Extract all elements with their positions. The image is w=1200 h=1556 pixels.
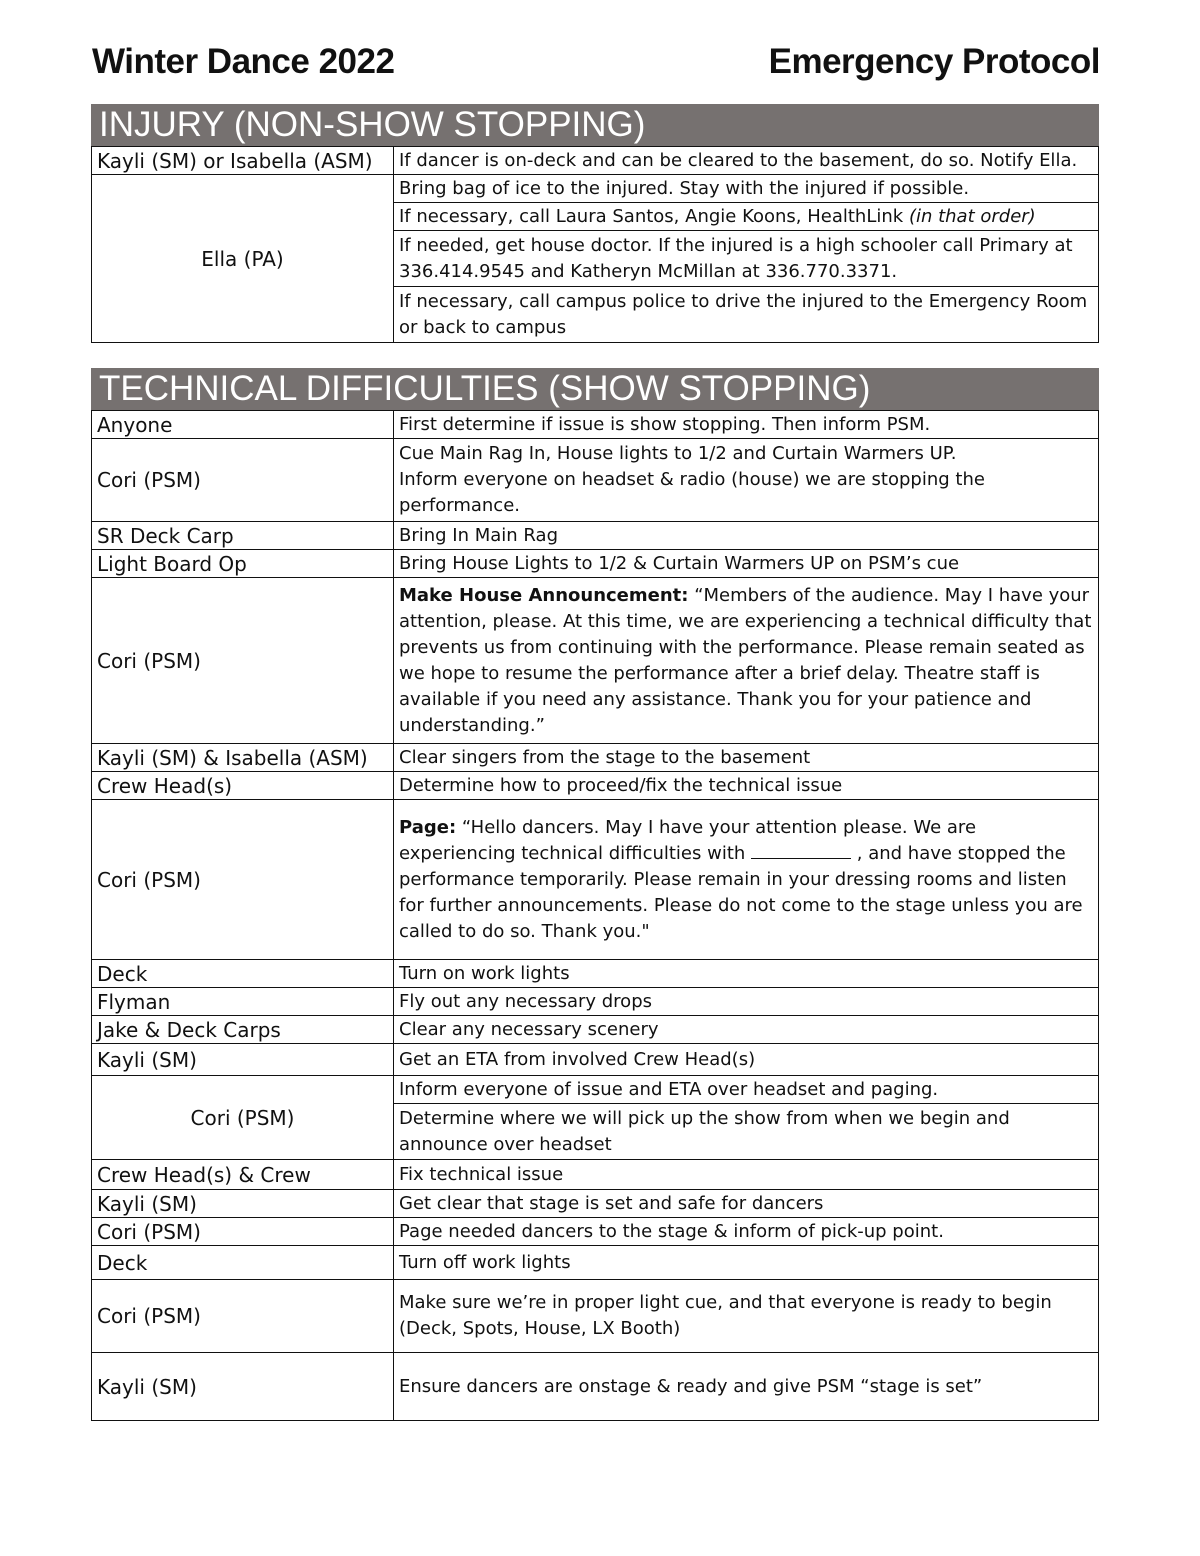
task-cell: [394, 578, 1099, 744]
table-row: [92, 988, 1099, 1016]
task-cell: Determine how to proceed/fix the technical issue: [394, 772, 1099, 800]
role-cell: Cori (PSM): [92, 439, 394, 522]
table-row: [92, 1280, 1099, 1353]
task-cell: [394, 439, 1099, 522]
role-cell: Cori (PSM): [92, 1280, 394, 1353]
task-cell: Clear any necessary scenery: [394, 1016, 1099, 1044]
task-cell: If dancer is on-deck and can be cleared to the basement, do so. Notify Ella.: [394, 147, 1099, 175]
table-row: [92, 147, 1099, 175]
task-cell: Turn on work lights: [394, 960, 1099, 988]
role-cell: SR Deck Carp: [92, 522, 394, 550]
page-label: Page:: [399, 816, 457, 838]
role-cell: Kayli (SM) or Isabella (ASM): [92, 147, 394, 175]
table-row: [92, 1246, 1099, 1280]
event-title: Winter Dance 2022: [92, 42, 395, 81]
task-cell: Page needed dancers to the stage & inform of pick-up point.: [394, 1218, 1099, 1246]
table-row: [92, 772, 1099, 800]
tech-section-title: TECHNICAL DIFFICULTIES (SHOW STOPPING): [91, 368, 1099, 410]
task-cell: Get clear that stage is set and safe for dancers: [394, 1190, 1099, 1218]
task-cell: Determine where we will pick up the show from when we begin and announce over headset: [394, 1104, 1099, 1160]
role-cell: Kayli (SM): [92, 1353, 394, 1421]
announcement-text: “Members of the audience. May I have your attention, please. At this time, we are experiencing a technical difficulty that prevents us from continuing with the performance. Please remain seated as we hope to resume the performance after a brief delay. Theatre staff is available if you need any assistance. Thank you for your patience and understanding.”: [399, 584, 1092, 736]
page-text-end: , and have stopped the performance temporarily. Please remain in your dressing rooms and listen for further announcements. Please do not come to the stage unless you are called to do so. Thank you.": [399, 842, 1083, 942]
task-cell: Get an ETA from involved Crew Head(s): [394, 1044, 1099, 1076]
injury-table: [91, 146, 1099, 343]
role-cell: Jake & Deck Carps: [92, 1016, 394, 1044]
task-cell: If needed, get house doctor. If the injured is a high schooler call Primary at 336.414.9545 and Katheryn McMillan at 336.770.3371.: [394, 231, 1099, 287]
page-header: [92, 38, 1100, 86]
task-cell: Ensure dancers are onstage & ready and give PSM “stage is set”: [394, 1353, 1099, 1421]
table-row: [92, 439, 1099, 522]
role-cell: Cori (PSM): [92, 1076, 394, 1160]
blank-line: [751, 844, 851, 859]
task-cell: If necessary, call campus police to drive the injured to the Emergency Room or back to campus: [394, 287, 1099, 343]
table-row: [92, 744, 1099, 772]
role-cell: Crew Head(s) & Crew: [92, 1160, 394, 1190]
table-row: [92, 411, 1099, 439]
role-cell: Kayli (SM) & Isabella (ASM): [92, 744, 394, 772]
tech-section: [91, 368, 1099, 1421]
task-cell: Inform everyone of issue and ETA over headset and paging.: [394, 1076, 1099, 1104]
task-note: (in that order): [908, 205, 1036, 227]
table-row: [92, 1218, 1099, 1246]
table-row: [92, 800, 1099, 960]
role-cell: Deck: [92, 1246, 394, 1280]
role-cell: Cori (PSM): [92, 578, 394, 744]
table-row: [92, 1016, 1099, 1044]
table-row: [92, 960, 1099, 988]
table-row: [92, 1044, 1099, 1076]
task-cell: First determine if issue is show stopping. Then inform PSM.: [394, 411, 1099, 439]
injury-section-title: INJURY (NON-SHOW STOPPING): [91, 104, 1099, 146]
table-row: [92, 1160, 1099, 1190]
task-cell: Bring bag of ice to the injured. Stay with the injured if possible.: [394, 175, 1099, 203]
document-title: Emergency Protocol: [768, 42, 1100, 81]
table-row: [92, 1076, 1099, 1104]
task-line: Inform everyone on headset & radio (house) we are stopping the performance.: [399, 469, 985, 516]
table-row: [92, 1353, 1099, 1421]
task-line: Cue Main Rag In, House lights to 1/2 and Curtain Warmers UP.: [399, 443, 957, 464]
task-cell: Bring House Lights to 1/2 & Curtain Warmers UP on PSM’s cue: [394, 550, 1099, 578]
role-cell: Light Board Op: [92, 550, 394, 578]
task-cell: [394, 800, 1099, 960]
role-cell: Deck: [92, 960, 394, 988]
table-row: [92, 550, 1099, 578]
role-cell: Kayli (SM): [92, 1044, 394, 1076]
table-row: [92, 578, 1099, 744]
role-cell: Cori (PSM): [92, 1218, 394, 1246]
task-cell: Clear singers from the stage to the basement: [394, 744, 1099, 772]
table-row: [92, 522, 1099, 550]
role-cell: Crew Head(s): [92, 772, 394, 800]
task-cell: Fix technical issue: [394, 1160, 1099, 1190]
role-cell: Cori (PSM): [92, 800, 394, 960]
tech-table: [91, 410, 1099, 1421]
role-cell: Flyman: [92, 988, 394, 1016]
role-cell: Kayli (SM): [92, 1190, 394, 1218]
task-cell: Bring In Main Rag: [394, 522, 1099, 550]
page-text-start: “Hello dancers. May I have your attention please. We are experiencing technical difficulties with: [399, 816, 977, 864]
task-cell: Fly out any necessary drops: [394, 988, 1099, 1016]
announcement-label: Make House Announcement:: [399, 584, 689, 606]
task-cell: Turn off work lights: [394, 1246, 1099, 1280]
role-cell: Anyone: [92, 411, 394, 439]
task-text: If necessary, call Laura Santos, Angie Koons, HealthLink: [399, 205, 904, 227]
table-row: [92, 175, 1099, 203]
injury-section: [91, 104, 1099, 343]
task-cell: [394, 203, 1099, 231]
task-cell: Make sure we’re in proper light cue, and that everyone is ready to begin (Deck, Spots, House, LX Booth): [394, 1280, 1099, 1353]
table-row: [92, 1190, 1099, 1218]
role-cell: Ella (PA): [92, 175, 394, 343]
